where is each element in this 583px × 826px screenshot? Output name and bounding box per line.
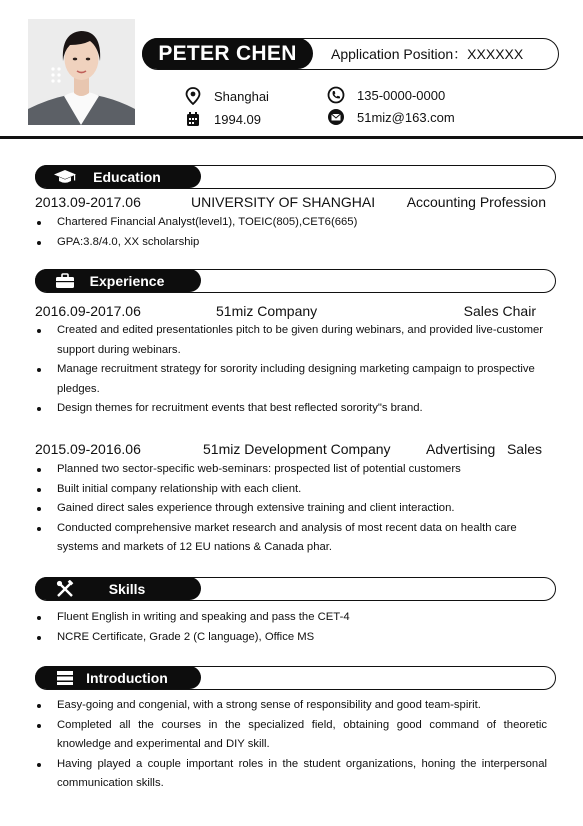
- job-role: Sales Chair: [463, 303, 536, 319]
- drag-handle-icon[interactable]: [49, 66, 63, 84]
- education-list: [35, 213, 547, 252]
- location-pin-icon: [184, 87, 202, 105]
- phone-text: 135-0000-0000: [357, 87, 446, 103]
- birth-text: 1994.09: [214, 111, 261, 127]
- city-text: Shanghai: [214, 88, 269, 104]
- list-item: GPA:3.8/4.0, XX scholarship: [35, 233, 547, 253]
- briefcase-icon: [51, 273, 79, 289]
- education-major: Accounting Profession: [406, 194, 546, 210]
- contact-birth: [184, 110, 261, 128]
- list-item: Gained direct sales experience through extensive training and client interaction.: [35, 499, 547, 519]
- education-row: [35, 194, 546, 214]
- email-text: 51miz@163.com: [357, 109, 455, 125]
- list-item: Easy-going and congenial, with a strong sense of responsibility and good team-spirit.: [35, 696, 547, 716]
- document-stack-icon: [51, 670, 79, 686]
- header-divider: [0, 136, 583, 139]
- job-company: 51miz Development Company: [203, 441, 391, 457]
- job-list: [35, 460, 547, 558]
- email-icon: [327, 108, 345, 126]
- section-education-header: [35, 165, 556, 189]
- job-list: [35, 321, 547, 419]
- job-row: [35, 441, 546, 461]
- section-skills-header: [35, 577, 556, 601]
- section-title: Introduction: [86, 669, 168, 686]
- list-item: Chartered Financial Analyst(level1), TOEIC(805),CET6(665): [35, 213, 547, 233]
- list-item: Design themes for recruitment events that best reflected sorority"s brand.: [35, 399, 547, 419]
- education-period: 2013.09-2017.06: [35, 194, 141, 210]
- application-position: Application Position：XXXXXX: [331, 45, 524, 62]
- section-title: Education: [93, 168, 161, 185]
- education-school: UNIVERSITY OF SHANGHAI: [191, 194, 376, 210]
- tools-icon: [51, 580, 79, 598]
- skills-list: [35, 608, 547, 647]
- section-experience-header: [35, 269, 556, 293]
- list-item: Built initial company relationship with each client.: [35, 480, 547, 500]
- name-bar: [142, 38, 559, 70]
- section-title: Experience: [89, 272, 165, 289]
- introduction-list: [35, 696, 547, 794]
- contact-city: [184, 87, 269, 105]
- section-introduction-header: [35, 666, 556, 690]
- job-period: 2016.09-2017.06: [35, 303, 141, 319]
- contact-phone: [327, 86, 445, 104]
- list-item: Fluent English in writing and speaking and pass the CET-4: [35, 608, 547, 628]
- job-role: Advertising Sales: [426, 441, 542, 457]
- profile-photo-image: [28, 19, 135, 125]
- job-row: [35, 303, 546, 323]
- section-title: Skills: [108, 580, 146, 597]
- graduation-cap-icon: [51, 169, 79, 185]
- job-period: 2015.09-2016.06: [35, 441, 141, 457]
- contact-email: [327, 108, 455, 126]
- list-item: Conducted comprehensive market research and analysis of most recent data on health care systems and markets of 12 EU nations & Canada phar.: [35, 519, 547, 558]
- calendar-icon: [184, 110, 202, 128]
- candidate-name: PETER CHEN: [142, 38, 313, 69]
- list-item: Planned two sector-specific web-seminars: prospected list of potential customers: [35, 460, 547, 480]
- list-item: Having played a couple important roles in the student organizations, honing the interpersonal communication skills.: [35, 755, 547, 794]
- list-item: Completed all the courses in the specialized field, obtaining good command of theoretic knowledge and experimental and DIY skill.: [35, 716, 547, 755]
- list-item: NCRE Certificate, Grade 2 (C language), Office MS: [35, 628, 547, 648]
- phone-icon: [327, 86, 345, 104]
- job-company: 51miz Company: [216, 303, 318, 319]
- list-item: Manage recruitment strategy for sorority including designing marketing campaign to prospective pledges.: [35, 360, 547, 399]
- list-item: Created and edited presentationles pitch to be given during webinars, and provided live-customer support during webinars.: [35, 321, 547, 360]
- profile-photo: [28, 19, 135, 125]
